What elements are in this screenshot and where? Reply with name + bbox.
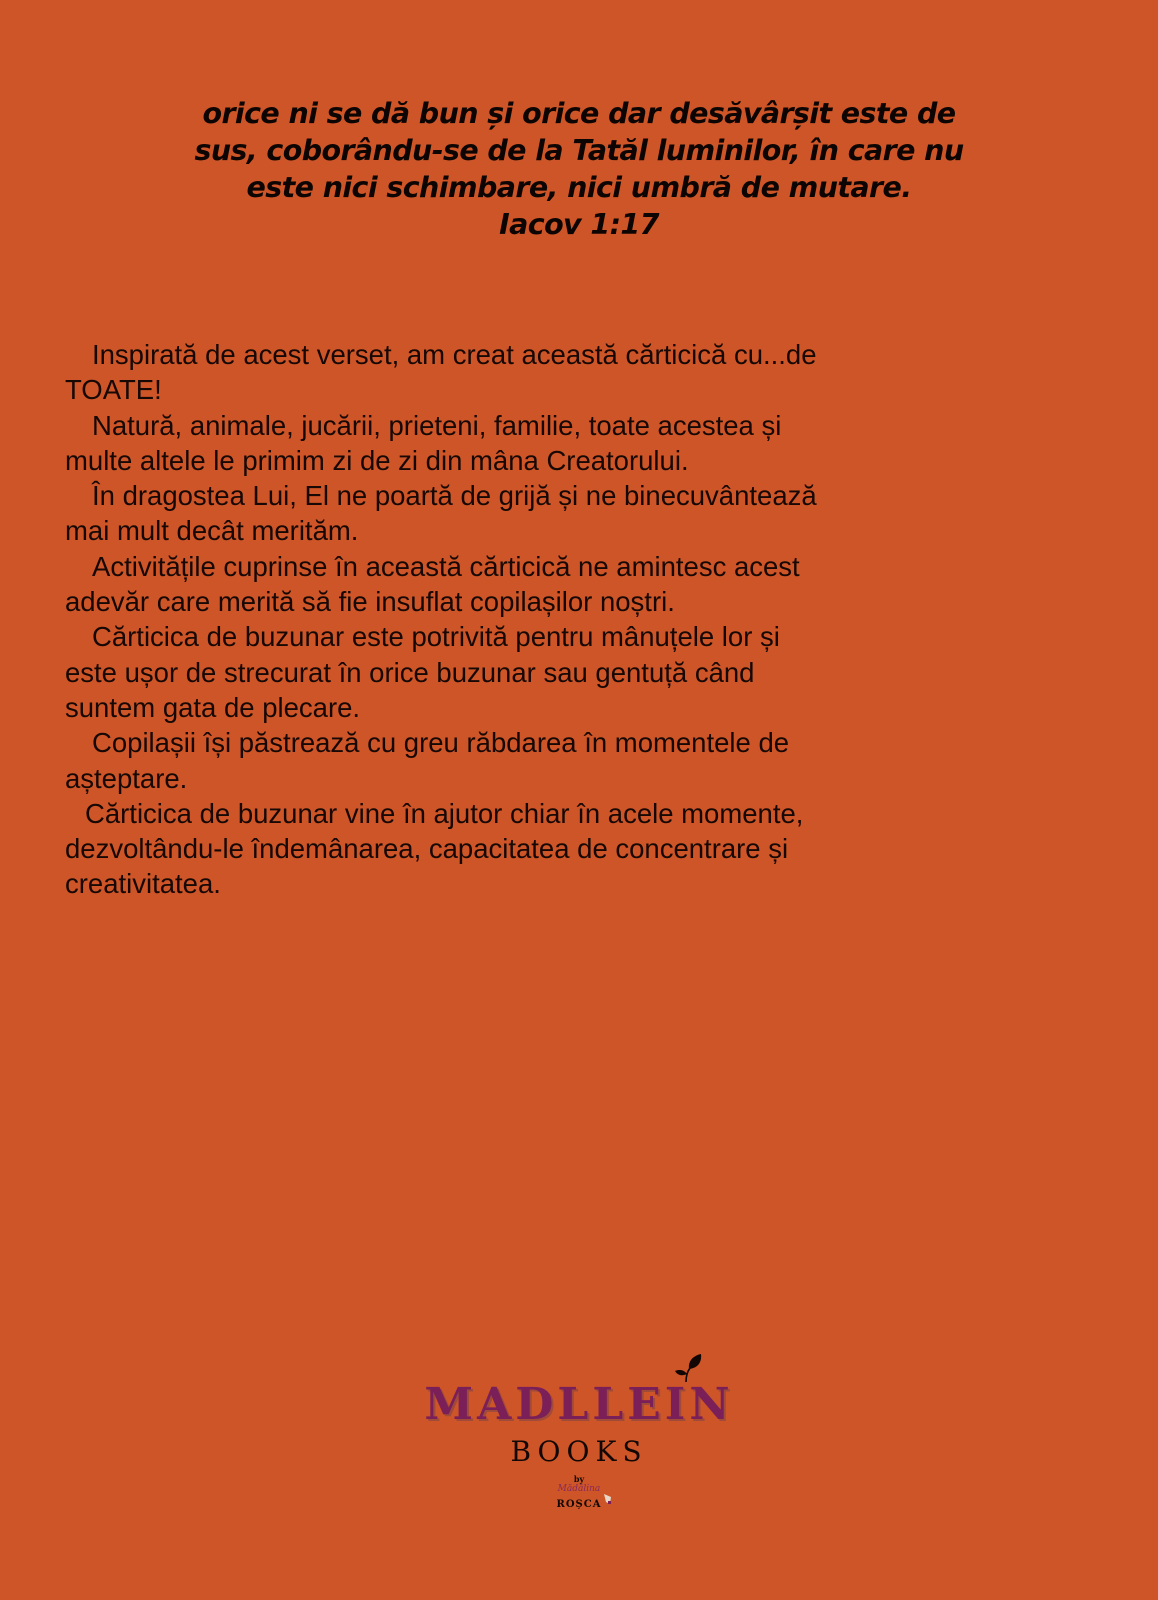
logo-by: by bbox=[573, 1474, 585, 1484]
publisher-logo bbox=[0, 1360, 1158, 1512]
verse-line-2: sus, coborându-se de la Tatăl luminilor, în care nu bbox=[194, 134, 964, 167]
leaf-icon bbox=[672, 1352, 704, 1384]
body-line: este ușor de strecurat în orice buzunar sau gentuță când bbox=[65, 656, 755, 688]
bible-verse bbox=[0, 95, 1158, 243]
body-line: adevăr care merită să fie insuflat copilașilor noștri. bbox=[65, 586, 675, 618]
body-line: mai mult decât merităm. bbox=[65, 515, 359, 547]
logo-author-text: ROȘCA bbox=[556, 1499, 602, 1510]
logo-author bbox=[557, 1499, 602, 1511]
body-line: multe altele le primim zi de zi din mâna Creatorului. bbox=[65, 444, 689, 476]
body-line: dezvoltându-le îndemânarea, capacitatea de concentrare și bbox=[65, 833, 789, 865]
body-line: suntem gata de plecare. bbox=[65, 691, 361, 723]
logo-books: BOOKS bbox=[510, 1435, 648, 1468]
body-line: TOATE! bbox=[65, 374, 162, 406]
logo-signature: Mădălina bbox=[557, 1484, 601, 1494]
quill-icon bbox=[603, 1493, 613, 1505]
body-line: Copilașii își păstrează cu greu răbdarea în momentele de bbox=[92, 727, 790, 759]
body-line: creativitatea. bbox=[65, 868, 221, 900]
body-line: În dragostea Lui, El ne poartă de grijă și ne binecuvântează bbox=[92, 480, 817, 512]
description-text bbox=[65, 337, 1095, 902]
body-line: așteptare. bbox=[65, 762, 188, 794]
body-line: Inspirată de acest verset, am creat această cărticică cu...de bbox=[92, 339, 817, 370]
verse-line-3: este nici schimbare, nici umbră de mutare. bbox=[246, 171, 912, 204]
body-line: Activitățile cuprinse în această cărticică ne amintesc acest bbox=[92, 550, 800, 582]
body-line: Natură, animale, jucării, prieteni, familie, toate acestea și bbox=[92, 409, 782, 441]
logo-brand bbox=[424, 1380, 733, 1430]
verse-line-1: orice ni se dă bun și orice dar desăvârșit este de bbox=[202, 97, 956, 130]
logo-brand-text: MADLLEIN bbox=[424, 1379, 734, 1430]
body-line: Cărticica de buzunar vine în ajutor chiar în acele momente, bbox=[85, 797, 804, 829]
body-line: Cărticica de buzunar este potrivită pentru mânuțele lor și bbox=[92, 621, 780, 653]
verse-reference: Iacov 1:17 bbox=[499, 208, 659, 241]
